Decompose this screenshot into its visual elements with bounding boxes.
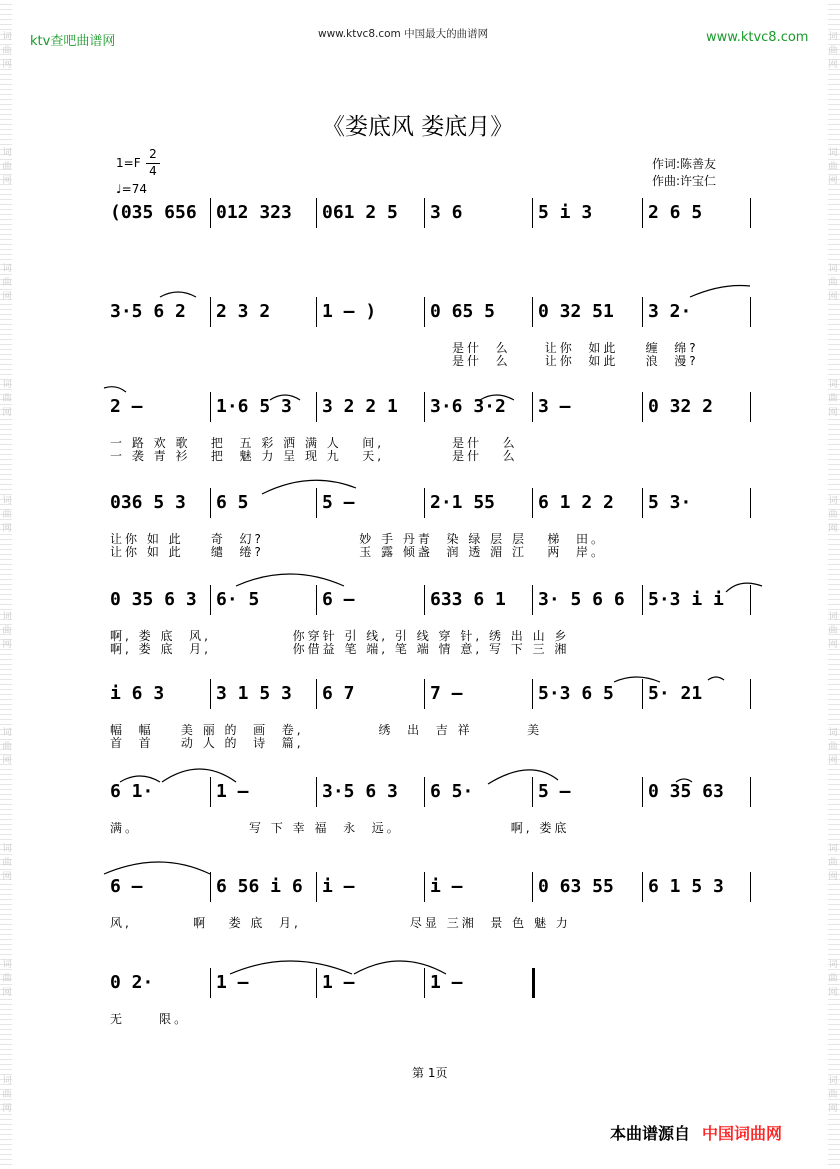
watermark-text: 词曲网 [2, 960, 12, 998]
measure-notes: 3·6 3·2 [430, 396, 506, 417]
lyric-line: 风, 啊 娄 底 月, 尽显 三湘 景 色 魅 力 [110, 916, 571, 930]
watermark-text: 词曲网 [2, 728, 12, 766]
measure-notes: 012 323 [216, 202, 292, 223]
slur [236, 574, 344, 586]
measure-notes: 1 – [322, 972, 355, 993]
watermark-text: 词曲网 [828, 1076, 838, 1114]
watermark-text: 词曲网 [828, 32, 838, 70]
measure-notes: i – [322, 876, 355, 897]
lyric-line: 是什 么 让你 如此 浪 漫? [452, 354, 699, 368]
measure-notes: 5 – [322, 492, 355, 513]
slur [104, 387, 126, 392]
song-title: 《娄底风 娄底月》 [322, 114, 514, 140]
lyric-line: 一 路 欢 歌 把 五 彩 洒 满 人 间, 是什 么 [110, 436, 518, 450]
slur [162, 769, 236, 782]
measure-notes: 5 – [538, 781, 571, 802]
lyric-line: 是什 么 让你 如此 缠 绵? [452, 341, 699, 355]
slur [488, 770, 558, 784]
measure-notes: 3 – [538, 396, 571, 417]
measure-notes: 5·3 6 5 [538, 683, 614, 704]
measure-notes: 0 65 5 [430, 301, 496, 322]
slur [354, 961, 446, 974]
measure-notes: (035 656 [110, 202, 197, 223]
measure-notes: 061 2 5 [322, 202, 398, 223]
measure-notes: 1·6 5 3 [216, 396, 292, 417]
measure-notes: 5 i 3 [538, 202, 593, 223]
measure-notes: 0 32 2 [648, 396, 714, 417]
measure-notes: 1 – [430, 972, 463, 993]
measure-notes: 3 2· [648, 301, 692, 322]
measure-notes: 0 35 6 3 [110, 589, 197, 610]
slur [726, 583, 762, 592]
watermark-text: 词曲网 [828, 380, 838, 418]
measure-notes: 0 63 55 [538, 876, 614, 897]
watermark-text: 词曲网 [828, 264, 838, 302]
measure-notes: 6 1 5 3 [648, 876, 724, 897]
header-right-url[interactable]: www.ktvc8.com [706, 30, 809, 45]
measure-notes: 5· 21 [648, 683, 703, 704]
slur [160, 292, 196, 297]
lyric-line: 让你 如 此 缱 绻? 玉 露 倾盏 润 透 湄 江 两 岸。 [110, 545, 607, 559]
watermark-text: 词曲网 [828, 728, 838, 766]
measure-notes: 3 6 [430, 202, 463, 223]
measure-notes: 3 2 2 1 [322, 396, 398, 417]
page-number: 第 1页 [412, 1066, 448, 1080]
header-center-tagline: www.ktvc8.com 中国最大的曲谱网 [318, 28, 489, 40]
watermark-text: 词曲网 [2, 1076, 12, 1114]
measure-notes: 1 – [216, 972, 249, 993]
watermark-text: 词曲网 [2, 264, 12, 302]
watermark-text: 词曲网 [2, 844, 12, 882]
measure-notes: 6 5 [216, 492, 249, 513]
measure-notes: 0 32 51 [538, 301, 614, 322]
time-signature-top: 2 [149, 147, 157, 161]
composer-credit: 作曲:许宝仁 [652, 174, 717, 188]
time-signature-bottom: 4 [149, 164, 157, 178]
measure-notes: 2·1 55 [430, 492, 496, 513]
measure-notes: 036 5 3 [110, 492, 186, 513]
measure-notes: 1 – [216, 781, 249, 802]
measure-notes: 6 1· [110, 781, 154, 802]
slur [614, 677, 660, 682]
tempo-mark: ♩=74 [116, 182, 147, 196]
watermark-text: 词曲网 [2, 380, 12, 418]
slur [104, 862, 210, 874]
measure-notes: 3·5 6 2 [110, 301, 186, 322]
lyric-line: 首 首 动 人 的 诗 篇, [110, 736, 304, 750]
slur [270, 395, 300, 400]
lyric-line: 满。 写 下 幸 福 永 远。 啊, 娄底 [110, 821, 570, 835]
lyric-line: 幅 幅 美 丽 的 画 卷, 绣 出 吉 祥 美 [110, 723, 543, 737]
measure-notes: 5·3 i i [648, 589, 724, 610]
header-left-site[interactable]: ktv查吧曲谱网 [30, 34, 116, 49]
measure-notes: 2 3 2 [216, 301, 271, 322]
watermark-text: 词曲网 [828, 844, 838, 882]
slur [480, 395, 514, 400]
watermark-text: 词曲网 [2, 612, 12, 650]
measure-notes: 2 6 5 [648, 202, 703, 223]
source-credit [610, 1121, 782, 1144]
source-site-link[interactable]: 中国词曲网 [702, 1124, 783, 1143]
lyric-line: 让你 如 此 奇 幻? 妙 手 丹青 染 绿 层 层 梯 田。 [110, 532, 607, 546]
measure-notes: 3 1 5 3 [216, 683, 292, 704]
measure-notes: 0 35 63 [648, 781, 724, 802]
slur [262, 480, 356, 494]
watermark-text: 词曲网 [2, 496, 12, 534]
measure-notes: 6 5· [430, 781, 474, 802]
measure-notes: 633 6 1 [430, 589, 506, 610]
lyric-line: 无 限。 [110, 1012, 190, 1026]
slur [690, 285, 750, 297]
slur [120, 776, 160, 782]
lyricist-credit: 作词:陈善友 [652, 157, 717, 171]
watermark-text: 词曲网 [2, 32, 12, 70]
measure-notes: 6 – [110, 876, 143, 897]
watermark-text: 词曲网 [828, 612, 838, 650]
slur [230, 961, 352, 974]
source-label: 本曲谱源自 [610, 1124, 691, 1143]
measure-notes: 2 – [110, 396, 143, 417]
measure-notes: 1 – ) [322, 301, 377, 322]
measure-notes: 5 3· [648, 492, 692, 513]
lyric-line: 啊, 娄 底 风, 你穿针 引 线, 引 线 穿 针, 绣 出 山 乡 [110, 629, 570, 643]
measure-notes: i 6 3 [110, 683, 165, 704]
key-signature: 1=F [116, 156, 141, 170]
measure-notes: 7 – [430, 683, 463, 704]
slur [708, 677, 724, 680]
lyric-line: 啊, 娄 底 月, 你借益 笔 端, 笔 端 情 意, 写 下 三 湘 [110, 642, 570, 656]
measure-notes: 6 7 [322, 683, 355, 704]
watermark-text: 词曲网 [828, 148, 838, 186]
measure-notes: 0 2· [110, 972, 154, 993]
measure-notes: 6 56 i 6 [216, 876, 303, 897]
lyric-line: 一 袭 青 衫 把 魅 力 呈 现 九 天, 是什 么 [110, 449, 518, 463]
watermark-text: 词曲网 [2, 148, 12, 186]
watermark-text: 词曲网 [828, 960, 838, 998]
measure-notes: 6· 5 [216, 589, 260, 610]
measure-notes: 6 1 2 2 [538, 492, 614, 513]
measure-notes: 3·5 6 3 [322, 781, 398, 802]
measure-notes: 3· 5 6 6 [538, 589, 625, 610]
slur [676, 779, 692, 782]
watermark-text: 词曲网 [828, 496, 838, 534]
measure-notes: 6 – [322, 589, 355, 610]
measure-notes: i – [430, 876, 463, 897]
